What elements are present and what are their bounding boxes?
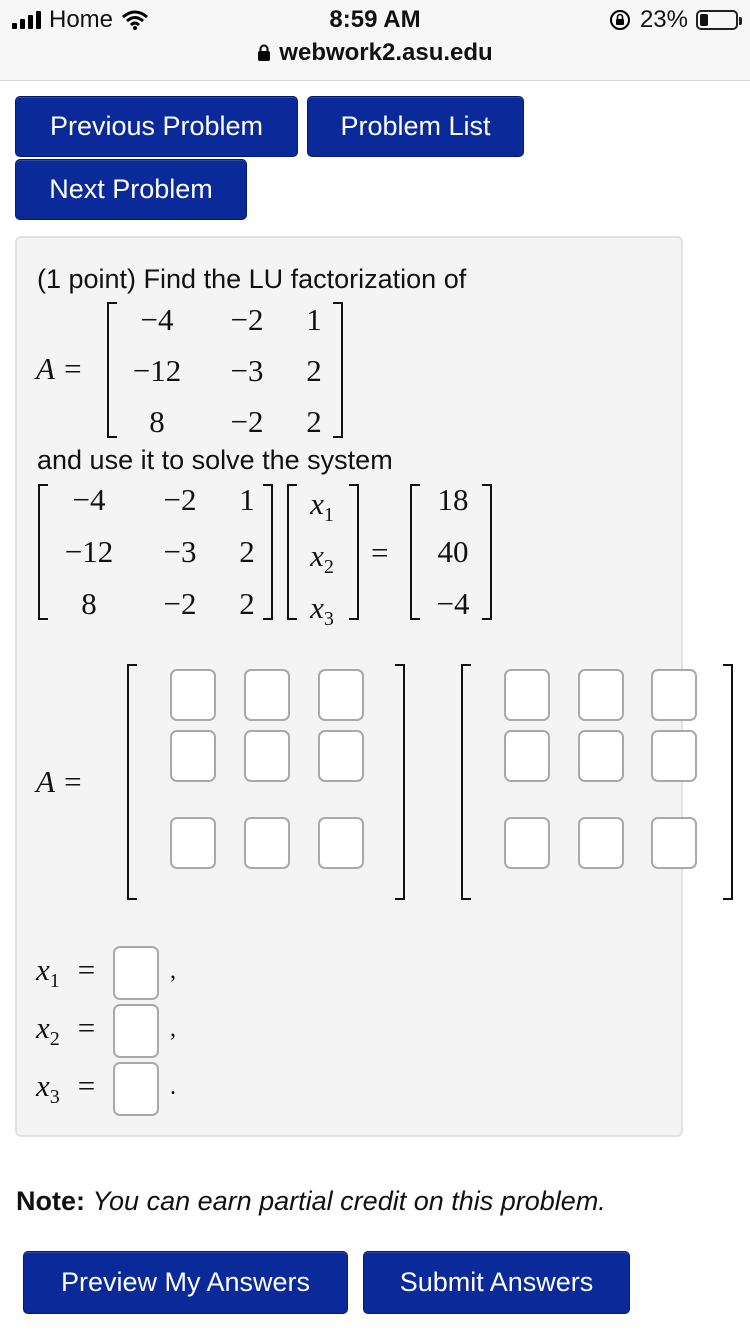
- battery-percent: 23%: [639, 6, 688, 33]
- carrier-label: Home: [49, 6, 114, 33]
- l-matrix-left-bracket: [127, 664, 137, 900]
- x2-label: $x_2$ =: [36, 1010, 96, 1051]
- matrix-a-entry: −4: [140, 302, 174, 337]
- status-right: [608, 6, 738, 34]
- matrix-a-entry: −3: [230, 353, 264, 388]
- l-matrix-entry-input[interactable]: [318, 817, 364, 869]
- u-matrix-entry-input[interactable]: [651, 730, 697, 782]
- status-bar: [0, 0, 750, 81]
- l-matrix-entry-input[interactable]: [244, 730, 290, 782]
- system-matrix-entry: −4: [72, 482, 106, 517]
- matrix-a-entry: −2: [230, 302, 264, 337]
- problem-intro: (1 point) Find the LU factorization of: [37, 264, 467, 294]
- problem-list-button[interactable]: Problem List: [307, 96, 524, 157]
- x3-punctuation: .: [170, 1074, 176, 1100]
- l-matrix-entry-input[interactable]: [244, 817, 290, 869]
- problem-panel: [15, 236, 683, 1137]
- l-matrix-entry-input[interactable]: [170, 817, 216, 869]
- matrix-a-entry: 8: [149, 404, 165, 439]
- u-matrix-entry-input[interactable]: [504, 730, 550, 782]
- system-matrix-entry: 8: [81, 586, 97, 621]
- x-vector-entry: $x_1$: [310, 486, 334, 527]
- l-matrix-entry-input[interactable]: [170, 669, 216, 721]
- system-matrix-entry: −12: [64, 534, 114, 569]
- next-problem-button[interactable]: Next Problem: [15, 159, 247, 220]
- previous-problem-button[interactable]: Previous Problem: [15, 96, 298, 157]
- x-vector-entry: $x_2$: [310, 538, 334, 579]
- url-bar[interactable]: [0, 39, 750, 67]
- clock: 8:59 AM: [329, 6, 421, 33]
- matrix-a-entry: 2: [306, 353, 322, 388]
- system-matrix-entry: −3: [163, 534, 197, 569]
- preview-answers-button[interactable]: Preview My Answers: [23, 1251, 348, 1314]
- partial-credit-note: [16, 1186, 606, 1217]
- u-matrix-right-bracket: [723, 664, 733, 900]
- matrix-a-entry: 1: [306, 302, 322, 337]
- answer-a-label: A =: [36, 764, 84, 799]
- rhs-entry: 40: [437, 534, 469, 569]
- l-matrix-right-bracket: [395, 664, 405, 900]
- url-text: webwork2.asu.edu: [279, 39, 493, 66]
- system-equals: =: [371, 535, 389, 570]
- x1-punctuation: ,: [170, 958, 176, 984]
- x-vector-entry: $x_3$: [310, 590, 334, 631]
- u-matrix-entry-input[interactable]: [578, 669, 624, 721]
- x2-punctuation: ,: [170, 1016, 176, 1042]
- u-matrix-entry-input[interactable]: [578, 730, 624, 782]
- x1-answer-input[interactable]: [113, 946, 159, 1000]
- lock-icon: [257, 44, 271, 62]
- x2-answer-input[interactable]: [113, 1004, 159, 1058]
- rotation-lock-icon: [608, 8, 632, 32]
- l-matrix-entry-input[interactable]: [170, 730, 216, 782]
- u-matrix-left-bracket: [461, 664, 471, 900]
- system-matrix-entry: 1: [239, 482, 255, 517]
- l-matrix-entry-input[interactable]: [318, 669, 364, 721]
- system-matrix-entry: 2: [239, 586, 255, 621]
- x3-label: $x_3$ =: [36, 1068, 96, 1109]
- u-matrix-entry-input[interactable]: [578, 817, 624, 869]
- system-matrix-left-bracket: [38, 484, 48, 620]
- rhs-entry: 18: [437, 482, 469, 517]
- x3-answer-input[interactable]: [113, 1062, 159, 1116]
- battery-icon: [696, 10, 738, 30]
- u-matrix-entry-input[interactable]: [651, 669, 697, 721]
- system-text: and use it to solve the system: [37, 445, 393, 475]
- u-matrix-entry-input[interactable]: [504, 669, 550, 721]
- matrix-a-label: A =: [36, 351, 84, 386]
- x1-label: $x_1$ =: [36, 952, 96, 993]
- submit-answers-button[interactable]: Submit Answers: [363, 1251, 630, 1314]
- system-matrix-entry: 2: [239, 534, 255, 569]
- matrix-a-entry: −12: [132, 353, 182, 388]
- system-matrix-entry: −2: [163, 586, 197, 621]
- matrix-a-entry: −2: [230, 404, 264, 439]
- note-label: Note:: [16, 1186, 85, 1216]
- u-matrix-entry-input[interactable]: [504, 817, 550, 869]
- rhs-entry: −4: [436, 586, 470, 621]
- u-matrix-entry-input[interactable]: [651, 817, 697, 869]
- matrix-a-left-bracket: [107, 302, 117, 438]
- note-text: You can earn partial credit on this problem.: [92, 1186, 606, 1216]
- l-matrix-entry-input[interactable]: [244, 669, 290, 721]
- system-matrix-entry: −2: [163, 482, 197, 517]
- l-matrix-entry-input[interactable]: [318, 730, 364, 782]
- matrix-a-entry: 2: [306, 404, 322, 439]
